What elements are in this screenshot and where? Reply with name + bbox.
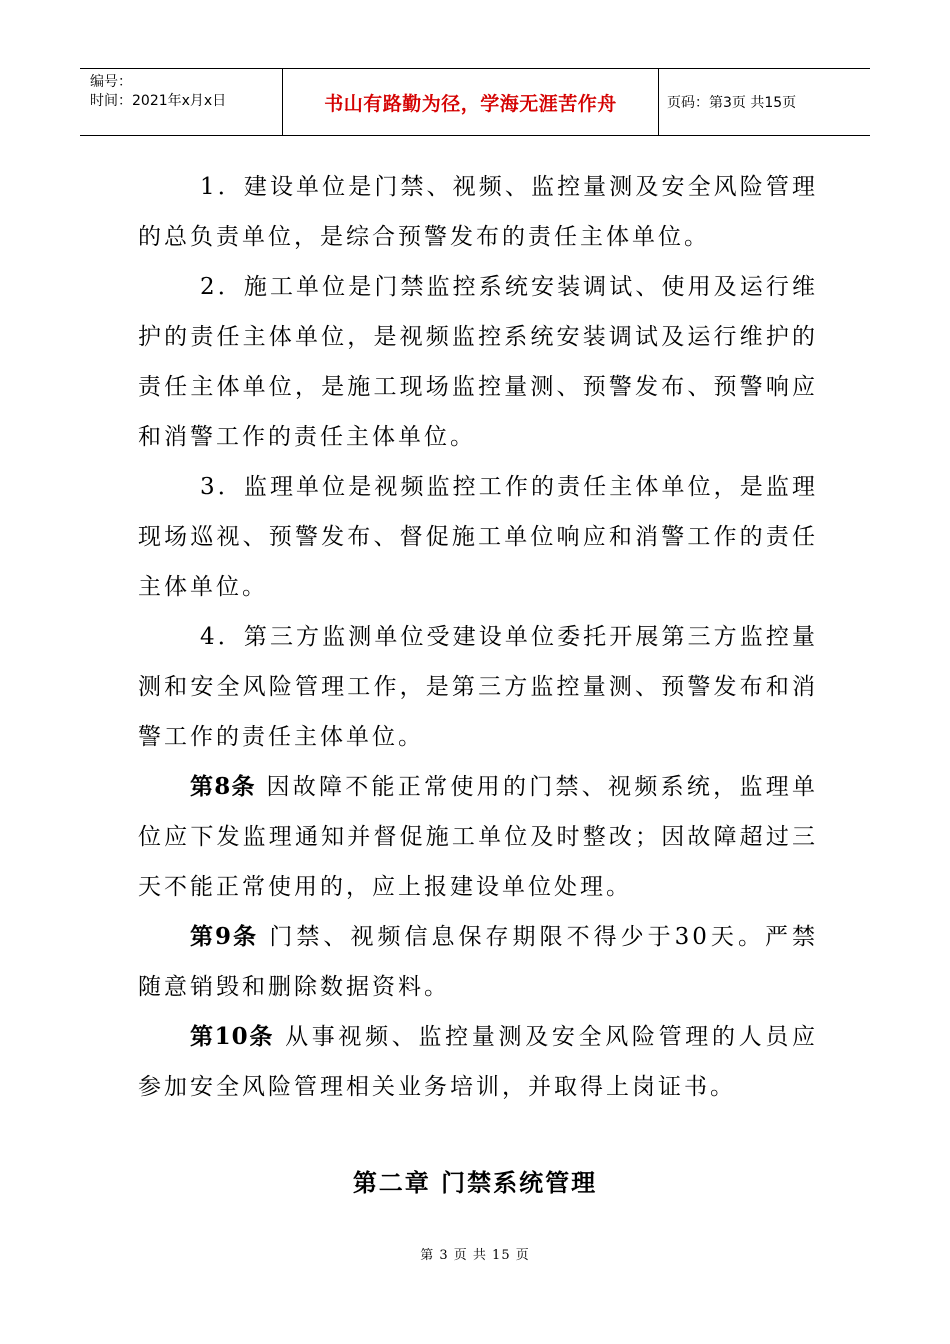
paragraph-2	[138, 262, 818, 462]
article-number: 第9条	[190, 923, 259, 950]
article-10	[138, 1012, 818, 1112]
article-number: 第10条	[190, 1023, 275, 1050]
article-text: 因故障不能正常使用的门禁、视频系统，监理单位应下发监理通知并督促施工单位及时整改；因故障超过三天不能正常使用的，应上报建设单位处理。	[138, 774, 818, 900]
page-header	[80, 68, 870, 136]
article-number: 第8条	[190, 773, 256, 800]
number-label: 编号：	[90, 74, 132, 90]
page-footer: 第 3 页 共 15 页	[420, 1248, 530, 1263]
chapter-title: 第二章 门禁系统管理	[352, 1168, 598, 1197]
paragraph-3	[138, 462, 818, 612]
paragraph-text: 1．建设单位是门禁、视频、监控量测及安全风险管理的总负责单位，是综合预警发布的责任主体单位。	[138, 174, 818, 250]
paragraph-4	[138, 612, 818, 762]
article-9	[138, 912, 818, 1012]
article-text: 从事视频、监控量测及安全风险管理的人员应参加安全风险管理相关业务培训，并取得上岗证书。	[138, 1024, 819, 1100]
paragraph-1	[138, 162, 818, 262]
article-text: 门禁、视频信息保存期限不得少于30天。严禁随意销毁和删除数据资料。	[138, 924, 818, 1000]
paragraph-text: 3．监理单位是视频监控工作的责任主体单位，是监理现场巡视、预警发布、督促施工单位响应和消警工作的责任主体单位。	[138, 474, 818, 600]
paragraph-text: 4．第三方监测单位受建设单位委托开展第三方监控量测和安全风险管理工作，是第三方监控量测、预警发布和消警工作的责任主体单位。	[138, 624, 818, 750]
time-label: 时间：2021年x月x日	[90, 93, 227, 109]
article-8	[138, 762, 818, 912]
header-page-info: 页码：第3页 共15页	[667, 95, 797, 111]
header-meta-cell	[80, 69, 283, 135]
header-motto: 书山有路勤为径，学海无涯苦作舟	[283, 69, 659, 135]
paragraph-text: 2．施工单位是门禁监控系统安装调试、使用及运行维护的责任主体单位，是视频监控系统安装调试及运行维护的责任主体单位，是施工现场监控量测、预警发布、预警响应和消警工作的责任主体单位。	[138, 274, 818, 450]
